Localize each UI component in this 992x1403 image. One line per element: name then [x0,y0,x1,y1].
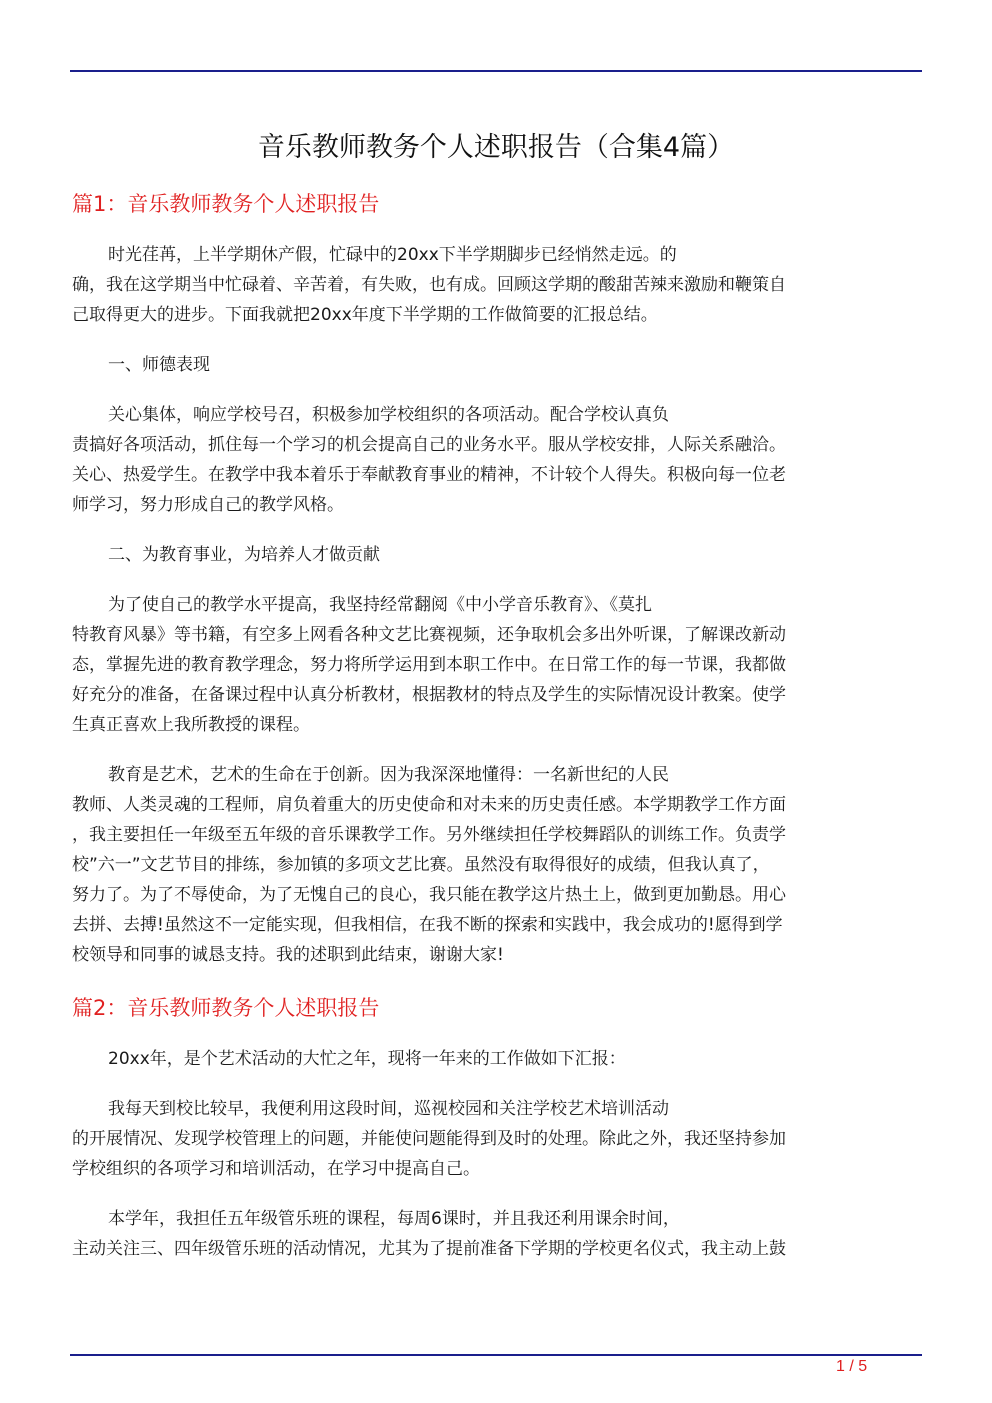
header-rule [70,70,922,72]
text-line: 去拼、去搏!虽然这不一定能实现，但我相信，在我不断的探索和实践中，我会成功的!愿得到学 [72,915,783,935]
paragraph [72,590,912,740]
text-line: ，我主要担任一年级至五年级的音乐课教学工作。另外继续担任学校舞蹈队的训练工作。负责学 [72,825,786,845]
text-line: 责搞好各项活动，抓住每一个学习的机会提高自己的业务水平。服从学校安排，人际关系融洽。 [72,435,786,455]
text-line: 主动关注三、四年级管乐班的活动情况，尤其为了提前准备下学期的学校更名仪式，我主动上鼓 [72,1239,786,1259]
paragraph [72,400,912,520]
text-line: 教育是艺术，艺术的生命在于创新。因为我深深地懂得：一名新世纪的人民 [108,765,669,785]
text-line: 态，掌握先进的教育教学理念，努力将所学运用到本职工作中。在日常工作的每一节课，我都做 [72,655,786,675]
text-line: 生真正喜欢上我所教授的课程。 [72,715,310,735]
paragraph [72,240,912,330]
text-line: 关心集体，响应学校号召，积极参加学校组织的各项活动。配合学校认真负 [108,405,669,425]
footer-rule [70,1354,922,1356]
text-line: 校领导和同事的诚恳支持。我的述职到此结束，谢谢大家! [72,945,504,965]
text-line: 我每天到校比较早，我便利用这段时间，巡视校园和关注学校艺术培训活动 [108,1099,669,1119]
text-line: 特教育风暴》等书籍，有空多上网看各种文艺比赛视频，还争取机会多出外听课，了解课改新动 [72,625,786,645]
text-line: 为了使自己的教学水平提高，我坚持经常翻阅《中小学音乐教育》、《莫扎 [108,595,652,615]
subheading: 一、师德表现 [108,355,210,375]
document-body [72,186,912,1284]
document-title: 音乐教师教务个人述职报告（合集4篇） [257,132,735,163]
section-heading-2: 篇2：音乐教师教务个人述职报告 [72,996,380,1020]
text-line: 20xx年，是个艺术活动的大忙之年，现将一年来的工作做如下汇报： [108,1049,626,1069]
section-heading-1: 篇1：音乐教师教务个人述职报告 [72,192,380,216]
text-line: 己取得更大的进步。下面我就把20xx年度下半学期的工作做简要的汇报总结。 [72,305,658,325]
text-line: 努力了。为了不辱使命，为了无愧自己的良心，我只能在教学这片热土上，做到更加勤恳。用心 [72,885,786,905]
text-line: 学校组织的各项学习和培训活动，在学习中提高自己。 [72,1159,480,1179]
text-line: 关心、热爱学生。在教学中我本着乐于奉献教育事业的精神，不计较个人得失。积极向每一位老 [72,465,786,485]
text-line: 确，我在这学期当中忙碌着、辛苦着，有失败，也有成。回顾这学期的酸甜苦辣来激励和鞭策自 [72,275,786,295]
text-line: 好充分的准备，在备课过程中认真分析教材，根据教材的特点及学生的实际情况设计教案。使学 [72,685,786,705]
subheading: 二、为教育事业，为培养人才做贡献 [108,545,380,565]
page-number: 1 / 5 [836,1358,868,1375]
text-line: 校”六一”文艺节目的排练，参加镇的多项文艺比赛。虽然没有取得很好的成绩，但我认真了， [72,855,770,875]
text-line: 本学年，我担任五年级管乐班的课程，每周6课时，并且我还利用课余时间， [108,1209,680,1229]
paragraph [72,760,912,970]
text-line: 教师、人类灵魂的工程师，肩负着重大的历史使命和对未来的历史责任感。本学期教学工作方面 [72,795,786,815]
paragraph [72,1044,912,1074]
text-line: 师学习，努力形成自己的教学风格。 [72,495,344,515]
text-line: 的开展情况、发现学校管理上的问题，并能使问题能得到及时的处理。除此之外，我还坚持参加 [72,1129,786,1149]
text-line: 时光荏苒，上半学期休产假，忙碌中的20xx下半学期脚步已经悄然走远。的 [108,245,677,265]
paragraph [72,1094,912,1184]
paragraph [72,1204,912,1264]
